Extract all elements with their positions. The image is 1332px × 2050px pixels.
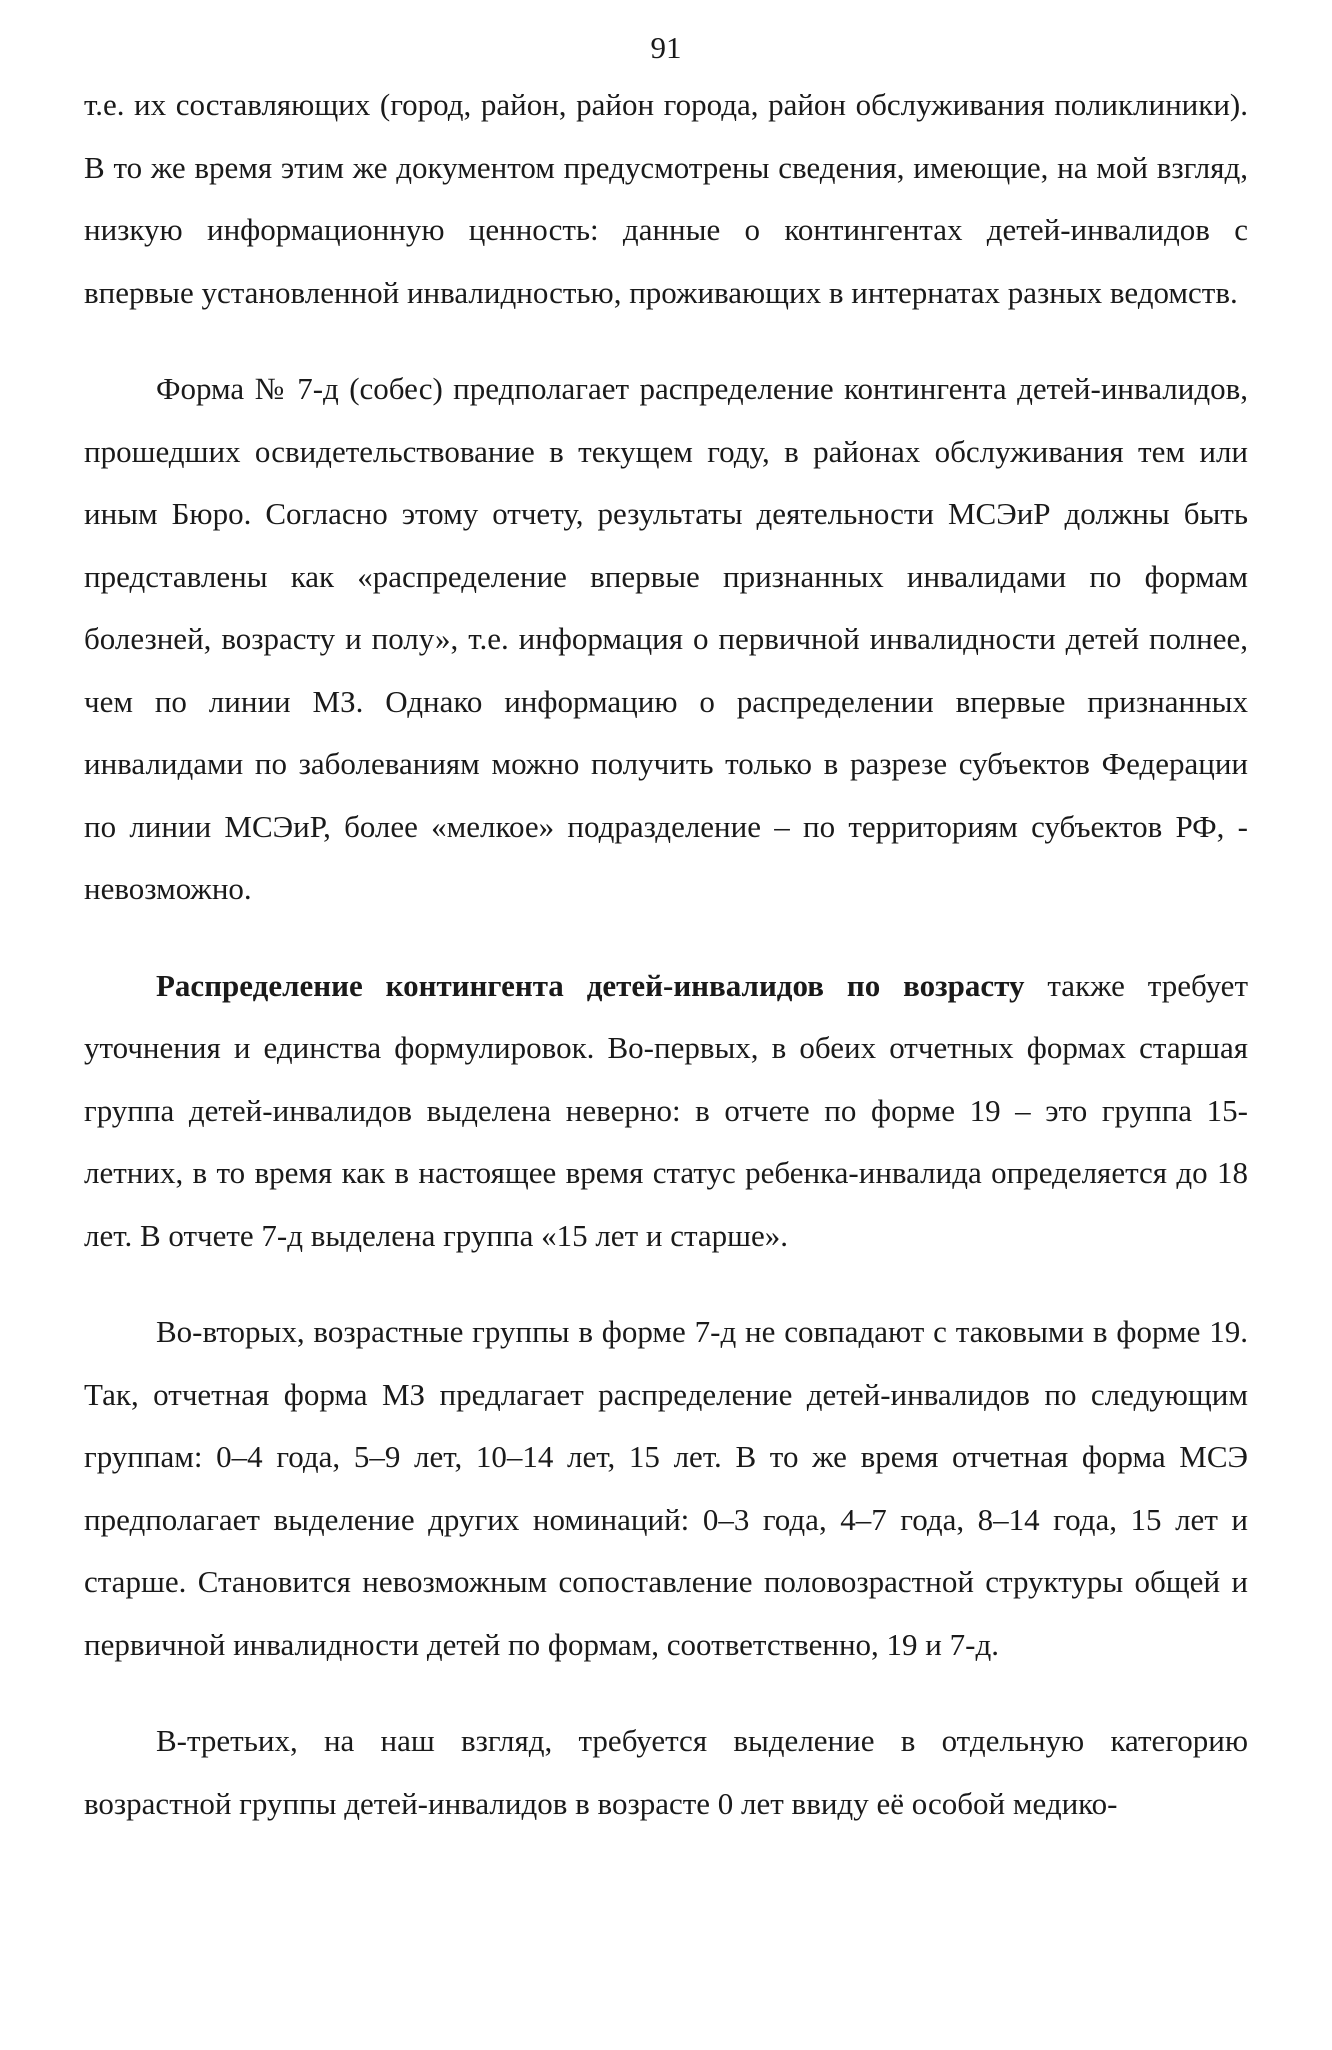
paragraph: Во-вторых, возрастные группы в форме 7-д не совпадают с таковыми в форме 19. Так, отчетная форма МЗ предлагает распределение детей-инвалидов по следующим группам: 0–4 года, 5–9 лет, 10–14 лет, 15 лет. В то же время отчетная форма МСЭ предполагает выделение других номинаций: 0–3 года, 4–7 года, 8–14 года, 15 лет и старше. Становится невозможным сопоставление половозрастной структуры общей и первичной инвалидности детей по формам, соответственно, 19 и 7-д.	[84, 1314, 1248, 1662]
page-text	[84, 74, 1248, 1835]
paragraph	[84, 955, 1248, 1268]
paragraph-text: также требует уточнения и единства формулировок. Во-первых, в обеих отчетных формах старшая группа детей-инвалидов выделена неверно: в отчете по форме 19 – это группа 15-летних, в то время как в настоящее время статус ребенка-инвалида определяется до 18 лет. В отчете 7-д выделена группа «15 лет и старше».	[84, 967, 1248, 1253]
page-number: 91	[650, 30, 682, 65]
paragraph: т.е. их составляющих (город, район, район города, район обслуживания поликлиники). В то же время этим же документом предусмотрены сведения, имеющие, на мой взгляд, низкую информационную ценность: данные о контингентах детей-инвалидов с впервые установленной инвалидностью, проживающих в интернатах разных ведомств.	[84, 87, 1248, 310]
paragraph: В-третьих, на наш взгляд, требуется выделение в отдельную категорию возрастной группы детей-инвалидов в возрасте 0 лет ввиду её особой медико-	[84, 1723, 1248, 1821]
paragraph: Форма № 7-д (собес) предполагает распределение контингента детей-инвалидов, прошедших освидетельствование в текущем году, в районах обслуживания тем или иным Бюро. Согласно этому отчету, результаты деятельности МСЭиР должны быть представлены как «распределение впервые признанных инвалидами по формам болезней, возрасту и полу», т.е. информация о первичной инвалидности детей полнее, чем по линии МЗ. Однако информацию о распределении впервые признанных инвалидами по заболеваниям можно получить только в разрезе субъектов Федерации по линии МСЭиР, более «мелкое» подразделение – по территориям субъектов РФ, - невозможно.	[84, 371, 1248, 906]
bold-heading-phrase: Распределение контингента детей-инвалидов по возрасту	[156, 967, 1025, 1003]
